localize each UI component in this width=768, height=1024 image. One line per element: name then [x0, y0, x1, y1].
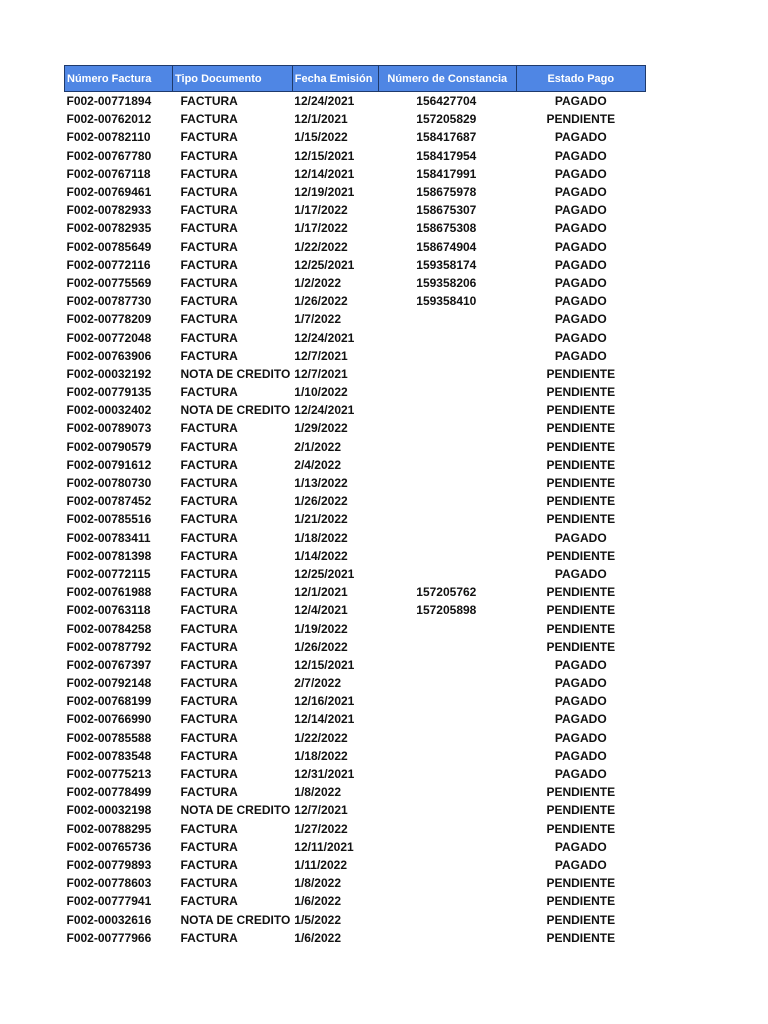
tipo-documento-cell[interactable]: FACTURA: [180, 639, 238, 654]
estado-pago-cell[interactable]: PAGADO: [554, 657, 607, 672]
numero-factura-cell[interactable]: F002-00032402: [66, 403, 152, 418]
estado-pago-cell[interactable]: PENDIENTE: [546, 457, 616, 472]
estado-pago-cell[interactable]: PENDIENTE: [546, 621, 616, 636]
table-row[interactable]: [65, 692, 646, 710]
tipo-documento-cell[interactable]: FACTURA: [180, 439, 238, 454]
table-row[interactable]: [65, 201, 646, 219]
numero-factura-cell[interactable]: F002-00763118: [66, 603, 151, 618]
table-row[interactable]: [65, 474, 646, 492]
numero-factura-cell[interactable]: F002-00778603: [66, 876, 152, 891]
estado-pago-cell[interactable]: PENDIENTE: [546, 639, 616, 654]
numero-factura-cell[interactable]: F002-00777941: [66, 894, 152, 909]
header-estado-pago[interactable]: Estado Pago: [516, 66, 645, 92]
numero-constancia-cell[interactable]: 157205762: [416, 585, 477, 600]
estado-pago-cell[interactable]: PAGADO: [554, 275, 607, 290]
numero-factura-cell[interactable]: F002-00785516: [66, 512, 152, 527]
estado-pago-cell[interactable]: PENDIENTE: [546, 603, 616, 618]
numero-constancia-cell[interactable]: 158417687: [416, 130, 477, 145]
fecha-emision-cell[interactable]: 1/13/2022: [294, 476, 348, 491]
tipo-documento-cell[interactable]: FACTURA: [180, 385, 238, 400]
table-row[interactable]: [65, 529, 646, 547]
numero-constancia-cell[interactable]: 159358206: [416, 275, 477, 290]
numero-constancia-cell[interactable]: [378, 765, 516, 783]
numero-constancia-cell[interactable]: [378, 710, 516, 728]
table-row[interactable]: [65, 110, 646, 128]
tipo-documento-cell[interactable]: FACTURA: [180, 203, 238, 218]
table-row[interactable]: [65, 147, 646, 165]
numero-constancia-cell[interactable]: [378, 783, 516, 801]
fecha-emision-cell[interactable]: 1/22/2022: [294, 239, 348, 254]
tipo-documento-cell[interactable]: FACTURA: [180, 857, 238, 872]
fecha-emision-cell[interactable]: 12/7/2021: [294, 803, 348, 818]
numero-factura-cell[interactable]: F002-00783411: [66, 530, 151, 545]
numero-constancia-cell[interactable]: 157205829: [416, 112, 477, 127]
estado-pago-cell[interactable]: PENDIENTE: [546, 385, 616, 400]
table-row[interactable]: [65, 929, 646, 947]
fecha-emision-cell[interactable]: 1/21/2022: [294, 512, 348, 527]
fecha-emision-cell[interactable]: 12/24/2021: [294, 94, 355, 109]
fecha-emision-cell[interactable]: 12/15/2021: [294, 657, 355, 672]
numero-factura-cell[interactable]: F002-00772048: [66, 330, 152, 345]
fecha-emision-cell[interactable]: 1/14/2022: [294, 548, 348, 563]
numero-constancia-cell[interactable]: [378, 328, 516, 346]
numero-factura-cell[interactable]: F002-00767118: [66, 166, 151, 181]
estado-pago-cell[interactable]: PAGADO: [554, 694, 607, 709]
fecha-emision-cell[interactable]: 1/26/2022: [294, 639, 348, 654]
numero-constancia-cell[interactable]: 156427704: [416, 94, 477, 109]
fecha-emision-cell[interactable]: 1/8/2022: [294, 876, 341, 891]
tipo-documento-cell[interactable]: FACTURA: [180, 585, 238, 600]
table-row[interactable]: [65, 619, 646, 637]
numero-constancia-cell[interactable]: 158417991: [416, 166, 477, 181]
estado-pago-cell[interactable]: PAGADO: [554, 330, 607, 345]
numero-factura-cell[interactable]: F002-00782935: [66, 221, 152, 236]
numero-constancia-cell[interactable]: [378, 565, 516, 583]
numero-factura-cell[interactable]: F002-00789073: [66, 421, 152, 436]
numero-constancia-cell[interactable]: [378, 929, 516, 947]
estado-pago-cell[interactable]: PAGADO: [554, 748, 607, 763]
numero-constancia-cell[interactable]: [378, 510, 516, 528]
tipo-documento-cell[interactable]: FACTURA: [180, 603, 238, 618]
fecha-emision-cell[interactable]: 12/11/2021: [294, 839, 354, 854]
numero-constancia-cell[interactable]: [378, 529, 516, 547]
fecha-emision-cell[interactable]: 12/25/2021: [294, 566, 355, 581]
numero-constancia-cell[interactable]: 158417954: [416, 148, 477, 163]
numero-factura-cell[interactable]: F002-00777966: [66, 930, 152, 945]
fecha-emision-cell[interactable]: 1/6/2022: [294, 894, 341, 909]
tipo-documento-cell[interactable]: FACTURA: [180, 166, 238, 181]
tipo-documento-cell[interactable]: FACTURA: [180, 476, 238, 491]
table-row[interactable]: [65, 128, 646, 146]
tipo-documento-cell[interactable]: FACTURA: [180, 457, 238, 472]
numero-factura-cell[interactable]: F002-00792148: [66, 676, 152, 691]
numero-constancia-cell[interactable]: [378, 747, 516, 765]
estado-pago-cell[interactable]: PENDIENTE: [546, 930, 616, 945]
numero-factura-cell[interactable]: F002-00768199: [66, 694, 152, 709]
estado-pago-cell[interactable]: PENDIENTE: [546, 494, 616, 509]
header-numero-constancia[interactable]: Número de Constancia: [378, 66, 516, 92]
tipo-documento-cell[interactable]: NOTA DE CREDITO: [180, 403, 291, 418]
tipo-documento-cell[interactable]: FACTURA: [180, 676, 238, 691]
numero-constancia-cell[interactable]: [378, 401, 516, 419]
numero-constancia-cell[interactable]: [378, 492, 516, 510]
table-row[interactable]: [65, 419, 646, 437]
tipo-documento-cell[interactable]: FACTURA: [180, 294, 238, 309]
numero-factura-cell[interactable]: F002-00784258: [66, 621, 152, 636]
estado-pago-cell[interactable]: PAGADO: [554, 712, 607, 727]
table-row[interactable]: [65, 674, 646, 692]
tipo-documento-cell[interactable]: NOTA DE CREDITO: [180, 803, 291, 818]
estado-pago-cell[interactable]: PAGADO: [554, 148, 607, 163]
numero-constancia-cell[interactable]: [378, 419, 516, 437]
estado-pago-cell[interactable]: PENDIENTE: [546, 512, 616, 527]
numero-factura-cell[interactable]: F002-00790579: [66, 439, 152, 454]
numero-constancia-cell[interactable]: [378, 674, 516, 692]
estado-pago-cell[interactable]: PAGADO: [554, 312, 607, 327]
tipo-documento-cell[interactable]: FACTURA: [180, 421, 238, 436]
numero-factura-cell[interactable]: F002-00782933: [66, 203, 152, 218]
estado-pago-cell[interactable]: PENDIENTE: [546, 476, 616, 491]
table-row[interactable]: [65, 238, 646, 256]
table-row[interactable]: [65, 565, 646, 583]
header-fecha-emision[interactable]: Fecha Emisión: [292, 66, 378, 92]
numero-constancia-cell[interactable]: [378, 692, 516, 710]
numero-factura-cell[interactable]: F002-00032192: [66, 366, 152, 381]
table-row[interactable]: [65, 783, 646, 801]
table-row[interactable]: [65, 183, 646, 201]
estado-pago-cell[interactable]: PENDIENTE: [546, 548, 616, 563]
numero-constancia-cell[interactable]: 158675308: [416, 221, 477, 236]
numero-factura-cell[interactable]: F002-00765736: [66, 839, 152, 854]
fecha-emision-cell[interactable]: 1/29/2022: [294, 421, 348, 436]
numero-constancia-cell[interactable]: [378, 838, 516, 856]
numero-constancia-cell[interactable]: [378, 456, 516, 474]
numero-factura-cell[interactable]: F002-00767780: [66, 148, 152, 163]
table-row[interactable]: [65, 710, 646, 728]
fecha-emision-cell[interactable]: 12/16/2021: [294, 694, 355, 709]
numero-constancia-cell[interactable]: [378, 365, 516, 383]
table-row[interactable]: [65, 765, 646, 783]
estado-pago-cell[interactable]: PENDIENTE: [546, 803, 616, 818]
fecha-emision-cell[interactable]: 12/14/2021: [294, 166, 355, 181]
numero-factura-cell[interactable]: F002-00779135: [66, 385, 152, 400]
estado-pago-cell[interactable]: PAGADO: [554, 676, 607, 691]
numero-factura-cell[interactable]: F002-00778209: [66, 312, 152, 327]
fecha-emision-cell[interactable]: 2/7/2022: [294, 676, 341, 691]
table-row[interactable]: [65, 729, 646, 747]
numero-factura-cell[interactable]: F002-00787452: [66, 494, 152, 509]
numero-constancia-cell[interactable]: [378, 474, 516, 492]
estado-pago-cell[interactable]: PAGADO: [554, 203, 607, 218]
numero-constancia-cell[interactable]: [378, 347, 516, 365]
table-row[interactable]: [65, 656, 646, 674]
numero-constancia-cell[interactable]: [378, 801, 516, 819]
fecha-emision-cell[interactable]: 12/15/2021: [294, 148, 355, 163]
estado-pago-cell[interactable]: PAGADO: [554, 185, 607, 200]
estado-pago-cell[interactable]: PENDIENTE: [546, 421, 616, 436]
numero-constancia-cell[interactable]: [378, 310, 516, 328]
fecha-emision-cell[interactable]: 1/11/2022: [294, 857, 348, 872]
numero-constancia-cell[interactable]: [378, 638, 516, 656]
estado-pago-cell[interactable]: PAGADO: [554, 166, 607, 181]
estado-pago-cell[interactable]: PAGADO: [554, 221, 607, 236]
fecha-emision-cell[interactable]: 1/26/2022: [294, 294, 348, 309]
tipo-documento-cell[interactable]: NOTA DE CREDITO: [180, 366, 291, 381]
table-row[interactable]: [65, 92, 646, 111]
table-row[interactable]: [65, 801, 646, 819]
table-row[interactable]: [65, 910, 646, 928]
numero-factura-cell[interactable]: F002-00772116: [66, 257, 151, 272]
tipo-documento-cell[interactable]: FACTURA: [180, 94, 238, 109]
fecha-emision-cell[interactable]: 1/15/2022: [294, 130, 348, 145]
estado-pago-cell[interactable]: PAGADO: [554, 257, 607, 272]
tipo-documento-cell[interactable]: FACTURA: [180, 785, 238, 800]
numero-factura-cell[interactable]: F002-00775569: [66, 275, 152, 290]
numero-factura-cell[interactable]: F002-00772115: [66, 566, 151, 581]
fecha-emision-cell[interactable]: 1/6/2022: [294, 930, 341, 945]
fecha-emision-cell[interactable]: 12/7/2021: [294, 348, 348, 363]
tipo-documento-cell[interactable]: FACTURA: [180, 894, 238, 909]
table-row[interactable]: [65, 328, 646, 346]
table-row[interactable]: [65, 165, 646, 183]
tipo-documento-cell[interactable]: FACTURA: [180, 257, 238, 272]
fecha-emision-cell[interactable]: 1/18/2022: [294, 748, 348, 763]
fecha-emision-cell[interactable]: 1/22/2022: [294, 730, 348, 745]
estado-pago-cell[interactable]: PAGADO: [554, 294, 607, 309]
table-row[interactable]: [65, 401, 646, 419]
numero-factura-cell[interactable]: F002-00780730: [66, 476, 152, 491]
numero-constancia-cell[interactable]: [378, 656, 516, 674]
tipo-documento-cell[interactable]: FACTURA: [180, 548, 238, 563]
tipo-documento-cell[interactable]: FACTURA: [180, 239, 238, 254]
numero-constancia-cell[interactable]: [378, 729, 516, 747]
estado-pago-cell[interactable]: PENDIENTE: [546, 112, 616, 127]
table-row[interactable]: [65, 365, 646, 383]
numero-factura-cell[interactable]: F002-00032198: [66, 803, 152, 818]
numero-factura-cell[interactable]: F002-00781398: [66, 548, 152, 563]
numero-factura-cell[interactable]: F002-00763906: [66, 348, 152, 363]
numero-constancia-cell[interactable]: [378, 383, 516, 401]
fecha-emision-cell[interactable]: 1/26/2022: [294, 494, 348, 509]
estado-pago-cell[interactable]: PENDIENTE: [546, 912, 616, 927]
tipo-documento-cell[interactable]: FACTURA: [180, 221, 238, 236]
fecha-emision-cell[interactable]: 12/1/2021: [294, 112, 348, 127]
estado-pago-cell[interactable]: PENDIENTE: [546, 821, 616, 836]
numero-factura-cell[interactable]: F002-00788295: [66, 821, 152, 836]
table-row[interactable]: [65, 347, 646, 365]
tipo-documento-cell[interactable]: FACTURA: [180, 767, 238, 782]
table-row[interactable]: [65, 874, 646, 892]
tipo-documento-cell[interactable]: FACTURA: [180, 275, 238, 290]
numero-factura-cell[interactable]: F002-00766990: [66, 712, 152, 727]
tipo-documento-cell[interactable]: FACTURA: [180, 821, 238, 836]
tipo-documento-cell[interactable]: FACTURA: [180, 494, 238, 509]
estado-pago-cell[interactable]: PAGADO: [554, 530, 607, 545]
table-row[interactable]: [65, 638, 646, 656]
fecha-emision-cell[interactable]: 12/7/2021: [294, 366, 348, 381]
numero-constancia-cell[interactable]: [378, 619, 516, 637]
numero-constancia-cell[interactable]: [378, 874, 516, 892]
estado-pago-cell[interactable]: PAGADO: [554, 239, 607, 254]
tipo-documento-cell[interactable]: FACTURA: [180, 930, 238, 945]
table-row[interactable]: [65, 456, 646, 474]
fecha-emision-cell[interactable]: 1/18/2022: [294, 530, 348, 545]
fecha-emision-cell[interactable]: 1/19/2022: [294, 621, 348, 636]
numero-constancia-cell[interactable]: [378, 547, 516, 565]
tipo-documento-cell[interactable]: FACTURA: [180, 748, 238, 763]
table-row[interactable]: [65, 438, 646, 456]
tipo-documento-cell[interactable]: FACTURA: [180, 148, 238, 163]
fecha-emision-cell[interactable]: 2/1/2022: [294, 439, 341, 454]
numero-factura-cell[interactable]: F002-00778499: [66, 785, 152, 800]
estado-pago-cell[interactable]: PAGADO: [554, 730, 607, 745]
numero-constancia-cell[interactable]: 159358174: [416, 257, 477, 272]
invoice-table: [64, 65, 646, 947]
fecha-emision-cell[interactable]: 12/31/2021: [294, 767, 355, 782]
estado-pago-cell[interactable]: PAGADO: [554, 348, 607, 363]
table-row[interactable]: [65, 492, 646, 510]
tipo-documento-cell[interactable]: FACTURA: [180, 657, 238, 672]
invoice-sheet: [64, 65, 646, 947]
numero-factura-cell[interactable]: F002-00775213: [66, 767, 152, 782]
tipo-documento-cell[interactable]: FACTURA: [180, 185, 238, 200]
fecha-emision-cell[interactable]: 1/10/2022: [294, 385, 348, 400]
fecha-emision-cell[interactable]: 1/7/2022: [294, 312, 341, 327]
numero-factura-cell[interactable]: F002-00785588: [66, 730, 152, 745]
fecha-emision-cell[interactable]: 12/1/2021: [294, 585, 348, 600]
table-row[interactable]: [65, 292, 646, 310]
estado-pago-cell[interactable]: PAGADO: [554, 566, 607, 581]
estado-pago-cell[interactable]: PENDIENTE: [546, 366, 616, 381]
fecha-emision-cell[interactable]: 12/19/2021: [294, 185, 355, 200]
numero-factura-cell[interactable]: F002-00785649: [66, 239, 152, 254]
table-row[interactable]: [65, 601, 646, 619]
fecha-emision-cell[interactable]: 1/8/2022: [294, 785, 341, 800]
estado-pago-cell[interactable]: PAGADO: [554, 767, 607, 782]
tipo-documento-cell[interactable]: FACTURA: [180, 330, 238, 345]
header-tipo-documento[interactable]: Tipo Documento: [173, 66, 293, 92]
estado-pago-cell[interactable]: PENDIENTE: [546, 894, 616, 909]
tipo-documento-cell[interactable]: FACTURA: [180, 112, 238, 127]
numero-factura-cell[interactable]: F002-00779893: [66, 857, 152, 872]
tipo-documento-cell[interactable]: FACTURA: [180, 712, 238, 727]
numero-factura-cell[interactable]: F002-00791612: [66, 457, 152, 472]
numero-factura-cell[interactable]: F002-00762012: [66, 112, 152, 127]
tipo-documento-cell[interactable]: FACTURA: [180, 566, 238, 581]
numero-factura-cell[interactable]: F002-00787730: [66, 294, 152, 309]
numero-constancia-cell[interactable]: 158674904: [416, 239, 477, 254]
table-row[interactable]: [65, 747, 646, 765]
tipo-documento-cell[interactable]: FACTURA: [180, 621, 238, 636]
numero-constancia-cell[interactable]: 158675307: [416, 203, 477, 218]
tipo-documento-cell[interactable]: FACTURA: [180, 130, 238, 145]
estado-pago-cell[interactable]: PENDIENTE: [546, 439, 616, 454]
fecha-emision-cell[interactable]: 12/24/2021: [294, 403, 355, 418]
fecha-emision-cell[interactable]: 2/4/2022: [294, 457, 341, 472]
tipo-documento-cell[interactable]: FACTURA: [180, 530, 238, 545]
numero-factura-cell[interactable]: F002-00767397: [66, 657, 152, 672]
table-row[interactable]: [65, 274, 646, 292]
fecha-emision-cell[interactable]: 12/4/2021: [294, 603, 348, 618]
tipo-documento-cell[interactable]: FACTURA: [180, 512, 238, 527]
header-row: [65, 66, 646, 92]
table-header: [65, 66, 646, 92]
estado-pago-cell[interactable]: PAGADO: [554, 857, 607, 872]
fecha-emision-cell[interactable]: 12/24/2021: [294, 330, 355, 345]
estado-pago-cell[interactable]: PAGADO: [554, 130, 607, 145]
numero-factura-cell[interactable]: F002-00782110: [66, 130, 151, 145]
fecha-emision-cell[interactable]: 12/14/2021: [294, 712, 355, 727]
table-row[interactable]: [65, 838, 646, 856]
tipo-documento-cell[interactable]: FACTURA: [180, 839, 238, 854]
table-row[interactable]: [65, 820, 646, 838]
table-row[interactable]: [65, 510, 646, 528]
table-row[interactable]: [65, 856, 646, 874]
estado-pago-cell[interactable]: PAGADO: [554, 839, 607, 854]
numero-constancia-cell[interactable]: [378, 820, 516, 838]
fecha-emision-cell[interactable]: 1/17/2022: [294, 221, 348, 236]
table-row[interactable]: [65, 583, 646, 601]
estado-pago-cell[interactable]: PENDIENTE: [546, 585, 616, 600]
tipo-documento-cell[interactable]: FACTURA: [180, 876, 238, 891]
numero-constancia-cell[interactable]: 159358410: [416, 294, 477, 309]
numero-factura-cell[interactable]: F002-00032616: [66, 912, 152, 927]
fecha-emision-cell[interactable]: 1/5/2022: [294, 912, 341, 927]
table-row[interactable]: [65, 310, 646, 328]
numero-constancia-cell[interactable]: 158675978: [416, 185, 477, 200]
tipo-documento-cell[interactable]: FACTURA: [180, 694, 238, 709]
table-body: [65, 92, 646, 947]
table-row[interactable]: [65, 892, 646, 910]
fecha-emision-cell[interactable]: 1/17/2022: [294, 203, 348, 218]
numero-factura-cell[interactable]: F002-00761988: [66, 585, 152, 600]
estado-pago-cell[interactable]: PAGADO: [554, 94, 607, 109]
numero-factura-cell[interactable]: F002-00771894: [66, 94, 152, 109]
fecha-emision-cell[interactable]: 12/25/2021: [294, 257, 355, 272]
table-row[interactable]: [65, 383, 646, 401]
tipo-documento-cell[interactable]: NOTA DE CREDITO: [180, 912, 291, 927]
fecha-emision-cell[interactable]: 1/2/2022: [294, 275, 341, 290]
table-row[interactable]: [65, 256, 646, 274]
tipo-documento-cell[interactable]: FACTURA: [180, 348, 238, 363]
estado-pago-cell[interactable]: PENDIENTE: [546, 403, 616, 418]
numero-factura-cell[interactable]: F002-00787792: [66, 639, 152, 654]
numero-factura-cell[interactable]: F002-00769461: [66, 185, 152, 200]
fecha-emision-cell[interactable]: 1/27/2022: [294, 821, 348, 836]
tipo-documento-cell[interactable]: FACTURA: [180, 730, 238, 745]
numero-constancia-cell[interactable]: 157205898: [416, 603, 477, 618]
tipo-documento-cell[interactable]: FACTURA: [180, 312, 238, 327]
numero-constancia-cell[interactable]: [378, 856, 516, 874]
numero-constancia-cell[interactable]: [378, 438, 516, 456]
estado-pago-cell[interactable]: PENDIENTE: [546, 785, 616, 800]
table-row[interactable]: [65, 547, 646, 565]
estado-pago-cell[interactable]: PENDIENTE: [546, 876, 616, 891]
table-row[interactable]: [65, 219, 646, 237]
numero-constancia-cell[interactable]: [378, 892, 516, 910]
header-numero-factura[interactable]: Número Factura: [65, 66, 173, 92]
numero-constancia-cell[interactable]: [378, 910, 516, 928]
numero-factura-cell[interactable]: F002-00783548: [66, 748, 152, 763]
